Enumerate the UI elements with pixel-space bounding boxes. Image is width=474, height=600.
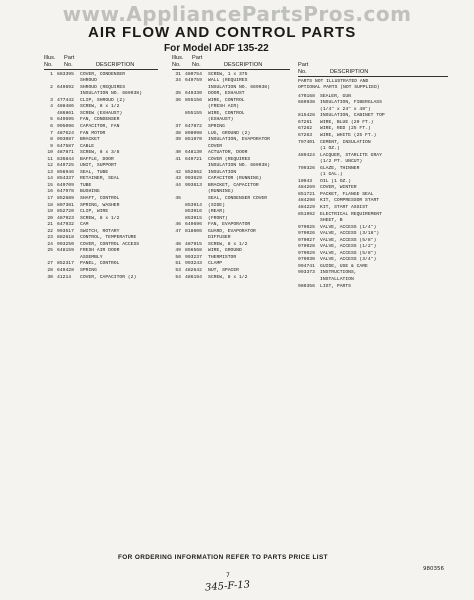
part-description: CAM: [80, 222, 89, 228]
note-line: OPTIONAL PARTS (NOT SUPPLIED): [298, 85, 380, 91]
part-number: 979030: [298, 257, 315, 263]
part-number: 853915: [185, 215, 202, 221]
header-part: Part: [64, 55, 75, 61]
illus-no: 3: [50, 97, 53, 103]
illus-no: 47: [175, 228, 181, 234]
part-description: RETAINER, SEAL: [80, 176, 120, 182]
part-description: PACKET, FLANGE SEAL: [320, 191, 374, 197]
part-number: 993087: [57, 137, 74, 143]
illus-no: 7: [50, 130, 53, 136]
part-description: INSULATION NO. 669938): [208, 163, 270, 169]
header-no: No.: [44, 61, 53, 68]
part-description: WIRE, RED (25 FT.): [320, 126, 371, 132]
part-number: 979028: [298, 244, 315, 250]
part-description: CAPACITOR (RUNNING): [208, 176, 262, 182]
page-title: AIR FLOW AND CONTROL PARTS: [88, 24, 357, 41]
part-description: SHAFT, CONTROL: [80, 195, 120, 201]
part-description: VALVE, ACCESS (1/2"): [320, 244, 377, 250]
part-description: SWITCH, ROTARY: [80, 228, 120, 234]
part-description: SEAL, CONDENSER COVER: [208, 195, 268, 201]
part-description: SCREW (EXHAUST): [80, 110, 123, 116]
part-number: 851721: [298, 191, 315, 197]
part-number: 649725: [57, 163, 74, 169]
part-description: WIRE, WHITE (25 FT.): [320, 132, 377, 138]
part-number: 649695: [57, 117, 74, 123]
part-number: 797401: [298, 139, 315, 145]
illus-no: 43: [175, 176, 181, 182]
part-description: CEMENT, INSULATION: [320, 139, 371, 145]
part-description: COVER: [208, 143, 223, 149]
part-number: 488486: [57, 104, 74, 110]
part-description: INSTRUCTIONS,: [320, 270, 357, 276]
illus-no: 28: [47, 268, 53, 273]
part-description: SCREW, 8 x 1/2: [208, 241, 248, 247]
header-no: No.: [172, 61, 181, 68]
part-number: 854337: [57, 176, 74, 182]
part-description: PANEL, CONTROL: [80, 261, 120, 267]
part-number: 993517: [57, 228, 74, 234]
part-description: SCREW, 1 x 375: [208, 71, 248, 77]
part-number: 67262: [298, 126, 313, 132]
part-description: SPRING, WASHER: [80, 202, 120, 208]
part-number: 484298: [298, 198, 315, 204]
part-description: VALVE, ACCESS (3/16"): [320, 231, 380, 237]
illus-no: 11: [47, 156, 53, 162]
illus-no: 19: [47, 209, 53, 215]
part-description: INSULATION, FIBERGLASS: [320, 100, 382, 106]
part-number: 836844: [57, 156, 74, 162]
table-row: [44, 275, 158, 282]
part-description: GUIDE, USE & CARE: [320, 263, 368, 269]
illus-no: 16: [47, 189, 53, 195]
column-header: [298, 62, 448, 77]
part-description: SHROUD (REQUIRES: [80, 84, 126, 90]
part-description: SCREW, 8 x 1/2: [80, 104, 120, 110]
part-number: 799326: [298, 165, 315, 171]
part-description: SHROUD: [80, 78, 97, 84]
illus-no: 8: [50, 137, 53, 143]
part-number: 647587: [57, 143, 74, 149]
illus-no: 22: [47, 228, 53, 234]
illus-no: 50: [175, 254, 181, 260]
illus-no: 4: [50, 104, 53, 110]
note-line: PARTS NOT ILLUSTRATED AND: [298, 78, 369, 84]
illus-no: 6: [50, 123, 53, 129]
parts-column-2: [172, 55, 290, 281]
part-number: 486861: [57, 110, 74, 116]
illus-no: 23: [47, 235, 53, 241]
part-description: INSULATION NO. 669938): [208, 84, 270, 90]
part-description: (EXHAUST): [208, 117, 234, 123]
illus-no: 2: [50, 84, 53, 90]
part-description: GLAZE, THINNER: [320, 165, 360, 171]
part-number: 669938: [298, 100, 315, 106]
illus-no: 31: [175, 71, 181, 77]
part-description: VALVE, ACCESS (3/4"): [320, 257, 377, 263]
illus-no: 44: [175, 182, 181, 188]
part-number: 993613: [185, 182, 202, 188]
part-description: WALL (REQUIRES: [208, 78, 248, 84]
part-number: 41214: [57, 274, 72, 280]
illus-no: 42: [175, 169, 181, 175]
part-number: 489424: [298, 152, 315, 158]
part-description: SEALER, GUN: [320, 93, 351, 99]
part-number: 486194: [185, 274, 202, 280]
part-description: CAPACITOR, FAN: [80, 123, 120, 129]
ordering-footer: FOR ORDERING INFORMATION REFER TO PARTS PRICE LIST: [118, 554, 328, 561]
part-description: ELECTRICAL REQUIREMENT: [320, 211, 382, 217]
illus-no: 10: [47, 150, 53, 156]
part-description: (SIDE): [208, 202, 225, 208]
part-description: COVER, CONDENSER: [80, 71, 126, 77]
part-description: SHEET, B: [320, 218, 343, 224]
part-description: WIRE, CONTROL: [208, 97, 245, 103]
part-number: 851992: [298, 211, 315, 217]
header-part-no: No.: [192, 61, 201, 68]
illus-no: 27: [47, 261, 53, 267]
illus-no: 15: [47, 182, 53, 188]
part-description: (1/4" x 24" x 48"): [320, 106, 371, 112]
part-description: INSTALLATION: [320, 277, 354, 282]
part-description: CLIP, WIRE: [80, 209, 109, 215]
illus-no: 9: [50, 143, 53, 149]
illus-no: 12: [47, 163, 53, 169]
part-number: 980356: [298, 283, 315, 289]
page-number: 7: [226, 572, 230, 579]
illus-no: 40: [175, 150, 181, 156]
part-number: 649428: [57, 268, 74, 273]
part-number: 852662: [185, 169, 202, 175]
part-description: KIT, START ASSIST: [320, 204, 368, 210]
part-description: (FRONT): [208, 215, 228, 221]
illus-no: 41: [175, 156, 181, 162]
part-number: 851970: [185, 137, 202, 143]
part-description: ACTUATOR, DOOR: [208, 150, 248, 156]
part-number: 993629: [185, 176, 202, 182]
illus-no: 39: [175, 137, 181, 143]
part-number: 67261: [298, 119, 313, 125]
part-description: THERMISTOR: [208, 254, 237, 260]
illus-no: 36: [175, 97, 181, 103]
illus-no: 35: [175, 91, 181, 97]
part-number: 979029: [298, 250, 315, 256]
part-number: 852689: [57, 195, 74, 201]
part-number: 882618: [57, 235, 74, 241]
part-number: 855156: [185, 97, 202, 103]
table-row: [298, 284, 448, 291]
header-part-no: No.: [64, 61, 73, 68]
part-number: 993373: [298, 270, 315, 276]
part-number: 484269: [298, 185, 315, 191]
part-description: UNIT, SUPPORT: [80, 163, 117, 169]
part-description: CLAMP: [208, 261, 223, 267]
page-subtitle: For Model ADF 135-22: [164, 43, 269, 54]
part-number: 979026: [298, 231, 315, 237]
part-number: 807381: [57, 202, 74, 208]
part-number: 480754: [185, 71, 202, 77]
parts-column-3: [298, 62, 448, 290]
part-number: 993243: [185, 261, 202, 267]
part-number: 898098: [185, 130, 202, 136]
part-description: NUT, SPACER: [208, 268, 239, 273]
part-description: KIT, COMPRESSOR START: [320, 198, 380, 204]
illus-no: 30: [47, 274, 53, 280]
part-number: 815428: [298, 113, 315, 119]
part-description: INSULATION, CABINET TOP: [320, 113, 385, 119]
part-number: 852317: [57, 261, 74, 267]
part-number: 647932: [57, 222, 74, 228]
part-number: 818606: [185, 228, 202, 234]
part-number: 647978: [57, 189, 74, 195]
header-part: Part: [298, 62, 309, 68]
part-number: 649759: [185, 78, 202, 84]
part-description: DIFFUSER: [208, 235, 231, 241]
illus-no: 38: [175, 130, 181, 136]
part-description: COVER (REQUIRES: [208, 156, 251, 162]
part-number: 482642: [185, 268, 202, 273]
part-description: SCREW, 8 x 3/8: [80, 150, 120, 156]
illus-no: 1: [50, 71, 53, 77]
illus-no: 5: [50, 117, 53, 123]
part-description: FRESH AIR DOOR: [80, 248, 120, 254]
header-part-no: No.: [298, 68, 307, 75]
illus-no: 21: [47, 222, 53, 228]
illus-no: 49: [175, 248, 181, 254]
part-description: COVER, CONTROL ACCESS: [80, 241, 140, 247]
part-number: 853914: [185, 202, 202, 208]
illus-no: 37: [175, 123, 181, 129]
part-description: COVER, CAPACITOR (2): [80, 274, 137, 280]
illus-no: 48: [175, 241, 181, 247]
part-number: 10943: [298, 178, 313, 184]
table-row: [172, 275, 290, 282]
part-description: LIST, PARTS: [320, 283, 351, 289]
header-illus: Illus.: [172, 55, 184, 61]
part-description: LUG, GROUND (2): [208, 130, 251, 136]
part-description: SCREW, 8 x 1/2: [80, 215, 120, 221]
part-number: 649692: [57, 84, 74, 90]
part-description: FAN, EVAPORATOR: [208, 222, 251, 228]
part-description: SCREW, 8 x 1/2: [208, 274, 248, 280]
part-description: DOOR, EXHAUST: [208, 91, 245, 97]
watermark: www.AppliancePartsPros.com: [62, 2, 412, 26]
part-description: (FRESH AIR): [208, 104, 239, 110]
part-description: ASSEMBLY: [80, 254, 103, 260]
part-description: OIL (1 OZ.): [320, 178, 351, 184]
part-description: BRACKET, CAPACITOR: [208, 182, 259, 188]
illus-no: 53: [175, 268, 181, 273]
part-number: 994741: [298, 263, 315, 269]
part-description: GUARD, EVAPORATOR: [208, 228, 256, 234]
illus-no: 13: [47, 169, 53, 175]
illus-no: 14: [47, 176, 53, 182]
part-number: 487624: [57, 130, 74, 136]
part-number: 649709: [57, 182, 74, 188]
part-description: TUBE: [80, 182, 92, 188]
column-header: [172, 55, 290, 70]
illus-no: 17: [47, 195, 53, 201]
part-description: SEAL, TUBE: [80, 169, 109, 175]
illus-no: 46: [175, 222, 181, 228]
part-description: VALVE, ACCESS (5/8"): [320, 250, 377, 256]
part-number: 649696: [185, 222, 202, 228]
part-number: 487915: [185, 241, 202, 247]
part-number: 855155: [185, 110, 202, 116]
part-number: 487923: [57, 215, 74, 221]
header-part: Part: [192, 55, 203, 61]
part-description: BUSHING: [80, 189, 100, 195]
part-number: 470168: [298, 93, 315, 99]
part-description: (1 GAL.): [320, 172, 343, 178]
part-description: CLIP, SHROUD (2): [80, 97, 126, 103]
part-description: SPRING: [208, 123, 225, 129]
illus-no: 45: [175, 195, 181, 201]
part-description: (1/2 PT. UNCUT): [320, 159, 363, 165]
part-number: 993237: [185, 254, 202, 260]
part-number: 852720: [57, 209, 74, 215]
header-description: DESCRIPTION: [330, 68, 369, 75]
part-number: 979027: [298, 237, 315, 243]
part-description: CABLE: [80, 143, 95, 149]
part-description: WIRE, CONTROL: [208, 110, 245, 116]
part-number: 993250: [57, 241, 74, 247]
part-description: LACQUER, STARLITE GRAY: [320, 152, 382, 158]
part-description: WIRE, BLUE (20 FT.): [320, 119, 374, 125]
illus-no: 51: [175, 261, 181, 267]
not-illustrated-note: [298, 79, 448, 92]
illus-no: 25: [47, 248, 53, 254]
part-description: FAN MOTOR: [80, 130, 106, 136]
part-description: COVER, WINTER: [320, 185, 357, 191]
part-number: 649721: [185, 156, 202, 162]
part-number: 883395: [57, 71, 74, 77]
part-number: 853916: [185, 209, 202, 215]
part-number: 484229: [298, 204, 315, 210]
part-description: FAN, CONDENSER: [80, 117, 120, 123]
header-description: DESCRIPTION: [224, 61, 263, 68]
part-number: 649330: [185, 91, 202, 97]
part-description: SPRING: [80, 268, 97, 273]
part-number: 648130: [185, 150, 202, 156]
part-number: 979025: [298, 224, 315, 230]
illus-no: 18: [47, 202, 53, 208]
column-header: [44, 55, 158, 70]
illus-no: 54: [175, 274, 181, 280]
part-number: 477442: [57, 97, 74, 103]
part-number: 995096: [57, 123, 74, 129]
part-description: VALVE, ACCESS (5/8"): [320, 237, 377, 243]
part-description: (REAR): [208, 209, 225, 215]
part-description: WIRE, GROUND: [208, 248, 242, 254]
part-number: 856568: [185, 248, 202, 254]
part-number: 648159: [57, 248, 74, 254]
part-number: 647872: [185, 123, 202, 129]
illus-no: 24: [47, 241, 53, 247]
part-description: (RUNNING): [208, 189, 234, 195]
part-number: 856946: [57, 169, 74, 175]
part-description: VALVE, ACCESS (1/4"): [320, 224, 377, 230]
illus-no: 34: [175, 78, 181, 84]
header-illus: Illus.: [44, 55, 56, 61]
part-number: 487871: [57, 150, 74, 156]
part-description: BRACKET: [80, 137, 100, 143]
part-description: BAFFLE, DOOR: [80, 156, 114, 162]
part-description: INSULATION NO. 669938): [80, 91, 142, 97]
part-description: CONTROL, TEMPERATURE: [80, 235, 137, 241]
handwritten-note: 345-F-13: [204, 579, 251, 594]
part-description: (1 OZ.): [320, 146, 340, 152]
part-description: INSULATION: [208, 169, 237, 175]
document-code: 980356: [423, 566, 444, 572]
part-description: INSULATION, EVAPORATOR: [208, 137, 270, 143]
parts-column-1: [44, 55, 158, 281]
part-number: 67263: [298, 132, 313, 138]
header-description: DESCRIPTION: [96, 61, 135, 68]
illus-no: 20: [47, 215, 53, 221]
